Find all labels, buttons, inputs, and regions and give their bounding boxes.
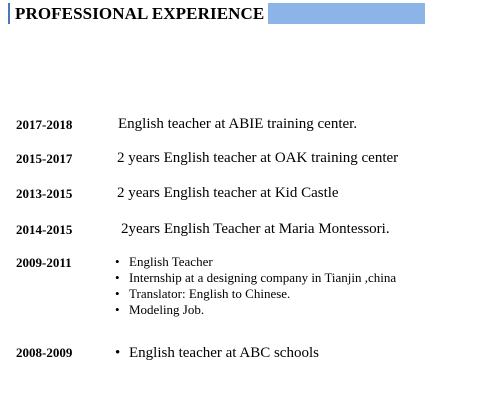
bullet-marker: • (115, 302, 120, 317)
entry-years: 2015-2017 (16, 151, 73, 166)
entry-bullet-list (115, 344, 319, 362)
section-title: PROFESSIONAL EXPERIENCE (10, 3, 268, 24)
bullet-item (115, 286, 396, 302)
bullet-marker: • (115, 270, 120, 285)
entry-bullet-list (115, 254, 396, 318)
entry-years: 2009-2011 (16, 255, 72, 270)
bullet-item (115, 302, 396, 318)
bullet-item (115, 270, 396, 286)
bullet-marker: • (115, 345, 121, 361)
bullet-marker: • (115, 286, 120, 301)
entry-years: 2013-2015 (16, 186, 73, 201)
bullet-text: English teacher at ABC schools (129, 345, 319, 361)
entry-description: 2 years English teacher at OAK training center (117, 150, 399, 166)
bullet-item (115, 344, 319, 362)
bullet-text: Internship at a designing company in Tianjin ,china (129, 270, 397, 285)
bullet-item (115, 254, 396, 270)
entry-description: English teacher at ABIE training center. (118, 116, 358, 132)
entry-years: 2017-2018 (16, 117, 73, 132)
bullet-marker: • (115, 254, 120, 269)
entry-years: 2008-2009 (16, 345, 73, 360)
bullet-text: Translator: English to Chinese. (129, 286, 291, 301)
entry-description: 2years English Teacher at Maria Montessori. (121, 221, 390, 237)
bullet-text: English Teacher (129, 254, 213, 269)
bullet-text: Modeling Job. (129, 302, 205, 317)
entry-years: 2014-2015 (16, 222, 73, 237)
entry-description: 2 years English teacher at Kid Castle (117, 185, 339, 201)
